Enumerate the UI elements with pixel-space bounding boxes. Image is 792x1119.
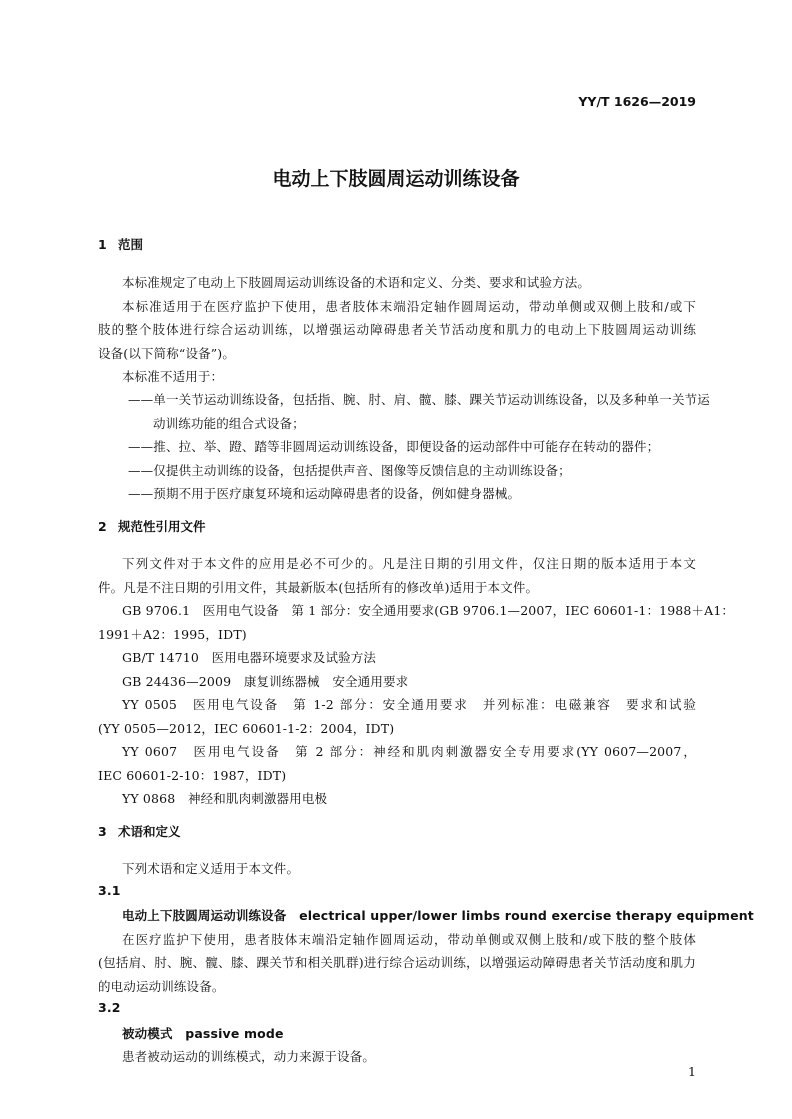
paragraph-line: 本标准规定了电动上下肢圆周运动训练设备的术语和定义、分类、要求和试验方法。 [122,275,591,290]
term-heading: 电动上下肢圆周运动训练设备 electrical upper/lower limbs round exercise therapy equipment [122,908,754,923]
paragraph-line: 本标准适用于在医疗监护下使用，患者肢体末端沿定轴作圆周运动，带动单侧或双侧上肢和/或下 [122,299,696,314]
section-3-heading [98,822,181,840]
definition-line: (包括肩、肘、腕、髋、膝、踝关节和相关肌群)进行综合运动训练，以增强运动障碍患者关节活动度和肌力 [98,955,696,970]
definition-line: 的电动运动训练设备。 [98,979,225,994]
paragraph-line: 件。凡是不注日期的引用文件，其最新版本(包括所有的修改单)适用于本文件。 [98,580,539,595]
exclusion-item-cont: 动训练功能的组合式设备； [153,416,305,431]
term-heading: 被动模式 passive mode [122,1026,284,1041]
section-title: 规范性引用文件 [118,519,206,534]
reference-entry: GB 9706.1 医用电气设备 第 1 部分：安全通用要求(GB 9706.1—2007，IEC 60601-1：1988＋A1： [122,603,735,618]
exclusion-item: ——推、拉、举、蹬、踏等非圆周运动训练设备，即便设备的运动部件中可能存在转动的器件； [128,439,660,454]
section-title: 术语和定义 [118,824,181,839]
reference-entry: GB/T 14710 医用电器环境要求及试验方法 [122,650,377,665]
term-number: 3.1 [98,883,121,898]
section-1-heading [98,235,143,253]
definition-line: 患者被动运动的训练模式，动力来源于设备。 [122,1049,376,1064]
reference-entry-cont: IEC 60601-2-10：1987，IDT) [98,768,287,783]
paragraph-line: 下列文件对于本文件的应用是必不可少的。凡是注日期的引用文件，仅注日期的版本适用于本文 [122,556,696,571]
section-2-heading [98,517,206,535]
exclusion-item: ——单一关节运动训练设备，包括指、腕、肘、肩、髋、膝、踝关节运动训练设备，以及多种单一关节运 [128,392,710,407]
paragraph-line: 肢的整个肢体进行综合运动训练，以增强运动障碍患者关节活动度和肌力的电动上下肢圆周运动训练 [98,322,696,337]
reference-entry: YY 0868 神经和肌肉刺激器用电极 [122,791,328,806]
exclusion-item: ——预期不用于医疗康复环境和运动障碍患者的设备，例如健身器械。 [128,486,521,501]
section-number: 3 [98,824,107,839]
section-title: 范围 [118,237,144,252]
reference-entry: GB 24436—2009 康复训练器械 安全通用要求 [122,674,409,689]
page-number: 1 [688,1064,696,1079]
paragraph-line: 设备(以下简称“设备”)。 [98,346,235,361]
reference-entry-cont: (YY 0505—2012，IEC 60601-1-2：2004，IDT) [98,721,395,736]
section-number: 2 [98,519,107,534]
paragraph-line: 本标准不适用于： [122,369,224,384]
definition-line: 在医疗监护下使用，患者肢体末端沿定轴作圆周运动，带动单侧或双侧上肢和/或下肢的整个肢体 [122,932,696,947]
term-number: 3.2 [98,1000,121,1015]
section-number: 1 [98,237,107,252]
reference-entry: YY 0607 医用电气设备 第 2 部分：神经和肌肉刺激器安全专用要求(YY 0607—2007， [122,744,696,759]
paragraph-line: 下列术语和定义适用于本文件。 [122,861,300,876]
exclusion-item: ——仅提供主动训练的设备，包括提供声音、图像等反馈信息的主动训练设备； [128,463,571,478]
reference-entry-cont: 1991＋A2：1995，IDT) [98,627,247,642]
reference-entry: YY 0505 医用电气设备 第 1-2 部分：安全通用要求 并列标准：电磁兼容 要求和试验 [122,697,696,712]
standard-number: YY/T 1626—2019 [578,94,696,109]
document-title: 电动上下肢圆周运动训练设备 [272,168,520,190]
